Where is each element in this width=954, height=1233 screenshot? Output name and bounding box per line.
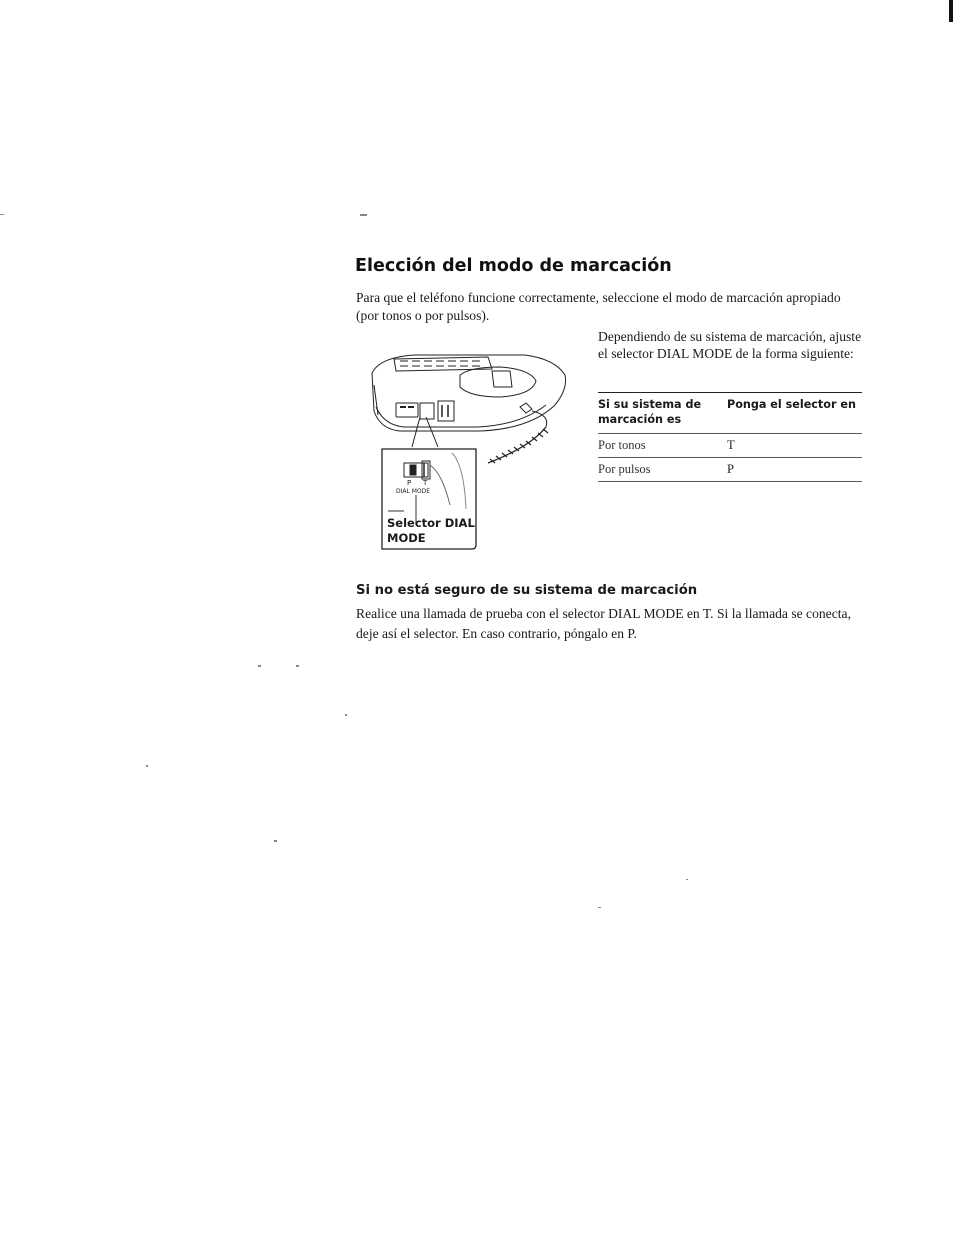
scan-speck bbox=[345, 714, 347, 716]
table-header-selector: Ponga el selector en bbox=[727, 398, 856, 411]
switch-label-t: T bbox=[423, 479, 428, 487]
switch-label-p: P bbox=[407, 479, 412, 487]
body-paragraph: Realice una llamada de prueba con el selector DIAL MODE en T. Si la llamada se conecta, deje así el selector. En caso contrario, póngalo en P. bbox=[356, 606, 851, 641]
table-header-row bbox=[598, 393, 862, 433]
scan-speck bbox=[0, 214, 4, 215]
callout-label: Selector DIAL MODE bbox=[387, 516, 475, 545]
scan-speck bbox=[360, 214, 367, 216]
scan-speck bbox=[146, 765, 148, 767]
intro-paragraph: Para que el teléfono funcione correctamente, seleccione el modo de marcación apropiado (por tonos o por pulsos). bbox=[356, 290, 841, 323]
scan-speck bbox=[274, 840, 277, 842]
section-heading: Elección del modo de marcación bbox=[355, 256, 672, 276]
table-cell-system: Por tonos bbox=[598, 438, 646, 452]
table-cell-system: Por pulsos bbox=[598, 462, 651, 476]
page-edge-mark bbox=[949, 0, 953, 22]
subsection-heading: Si no está seguro de su sistema de marcación bbox=[356, 583, 698, 598]
table-intro-paragraph: Dependiendo de su sistema de marcación, ajuste el selector DIAL MODE de la forma siguiente: bbox=[598, 329, 862, 361]
switch-label-dial-mode: DIAL MODE bbox=[396, 488, 431, 495]
scan-speck bbox=[296, 665, 299, 667]
table-cell-selector: T bbox=[727, 438, 735, 452]
scan-speck bbox=[258, 665, 261, 667]
scan-speck bbox=[686, 879, 688, 880]
table-cell-selector: P bbox=[727, 462, 734, 476]
table-row bbox=[598, 457, 862, 482]
dial-mode-table bbox=[598, 392, 862, 482]
scan-speck bbox=[598, 907, 601, 908]
table-row bbox=[598, 433, 862, 457]
table-header-system: Si su sistema de marcación es bbox=[598, 398, 702, 426]
